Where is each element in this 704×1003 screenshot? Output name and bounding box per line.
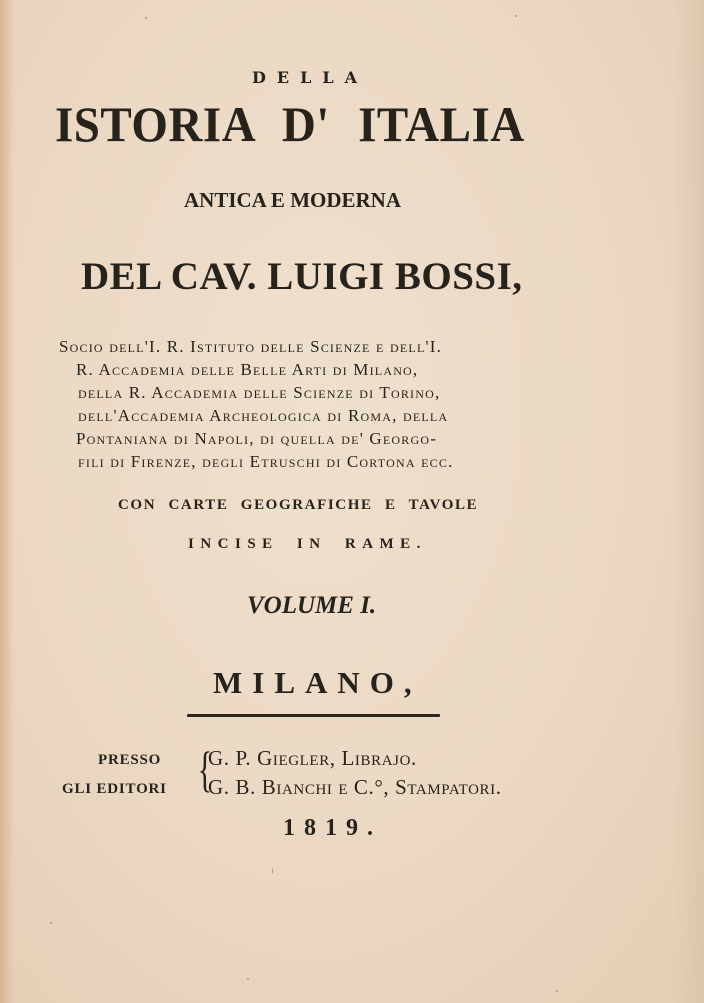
paper-speck xyxy=(556,990,558,992)
affiliation-line: R. Accademia delle Belle Arti di Milano, xyxy=(76,360,419,379)
paper-speck xyxy=(515,15,517,17)
publication-year: 1819. xyxy=(283,815,382,841)
affiliation-line: fili di Firenze, degli Etruschi di Cortona ecc. xyxy=(78,452,454,471)
imprint-presso: PRESSO xyxy=(98,752,162,768)
book-title: ISTORIA D' ITALIA xyxy=(55,97,525,153)
affiliation-line: dell'Accademia Archeologica di Roma, della xyxy=(78,406,449,425)
volume-number: VOLUME I. xyxy=(247,592,377,619)
affiliation-line: Socio dell'I. R. Istituto delle Scienze e dell'I. xyxy=(59,337,443,356)
book-subtitle: ANTICA E MODERNA xyxy=(184,188,402,212)
affiliation-line: Pontaniana di Napoli, di quella de' Georgo- xyxy=(76,429,438,448)
paper-speck xyxy=(272,868,273,874)
publisher-line: G. P. Giegler, Librajo. xyxy=(208,746,417,770)
illustrations-line: INCISE IN RAME. xyxy=(188,536,427,552)
paper-speck xyxy=(145,17,147,19)
publication-city: MILANO, xyxy=(213,665,422,700)
title-preposition: DELLA xyxy=(252,68,368,87)
publisher-line: G. B. Bianchi e C.°, Stampatori. xyxy=(208,775,502,799)
brace-icon: { xyxy=(197,741,213,797)
illustrations-line: CON CARTE GEOGRAFICHE E TAVOLE xyxy=(118,497,479,513)
imprint-editori: GLI EDITORI xyxy=(62,781,167,797)
divider-rule xyxy=(187,714,440,717)
affiliation-line: della R. Accademia delle Scienze di Torino, xyxy=(78,383,441,402)
paper-speck xyxy=(50,922,52,924)
paper-speck xyxy=(247,978,249,980)
author-line: DEL CAV. LUIGI BOSSI, xyxy=(81,255,523,298)
